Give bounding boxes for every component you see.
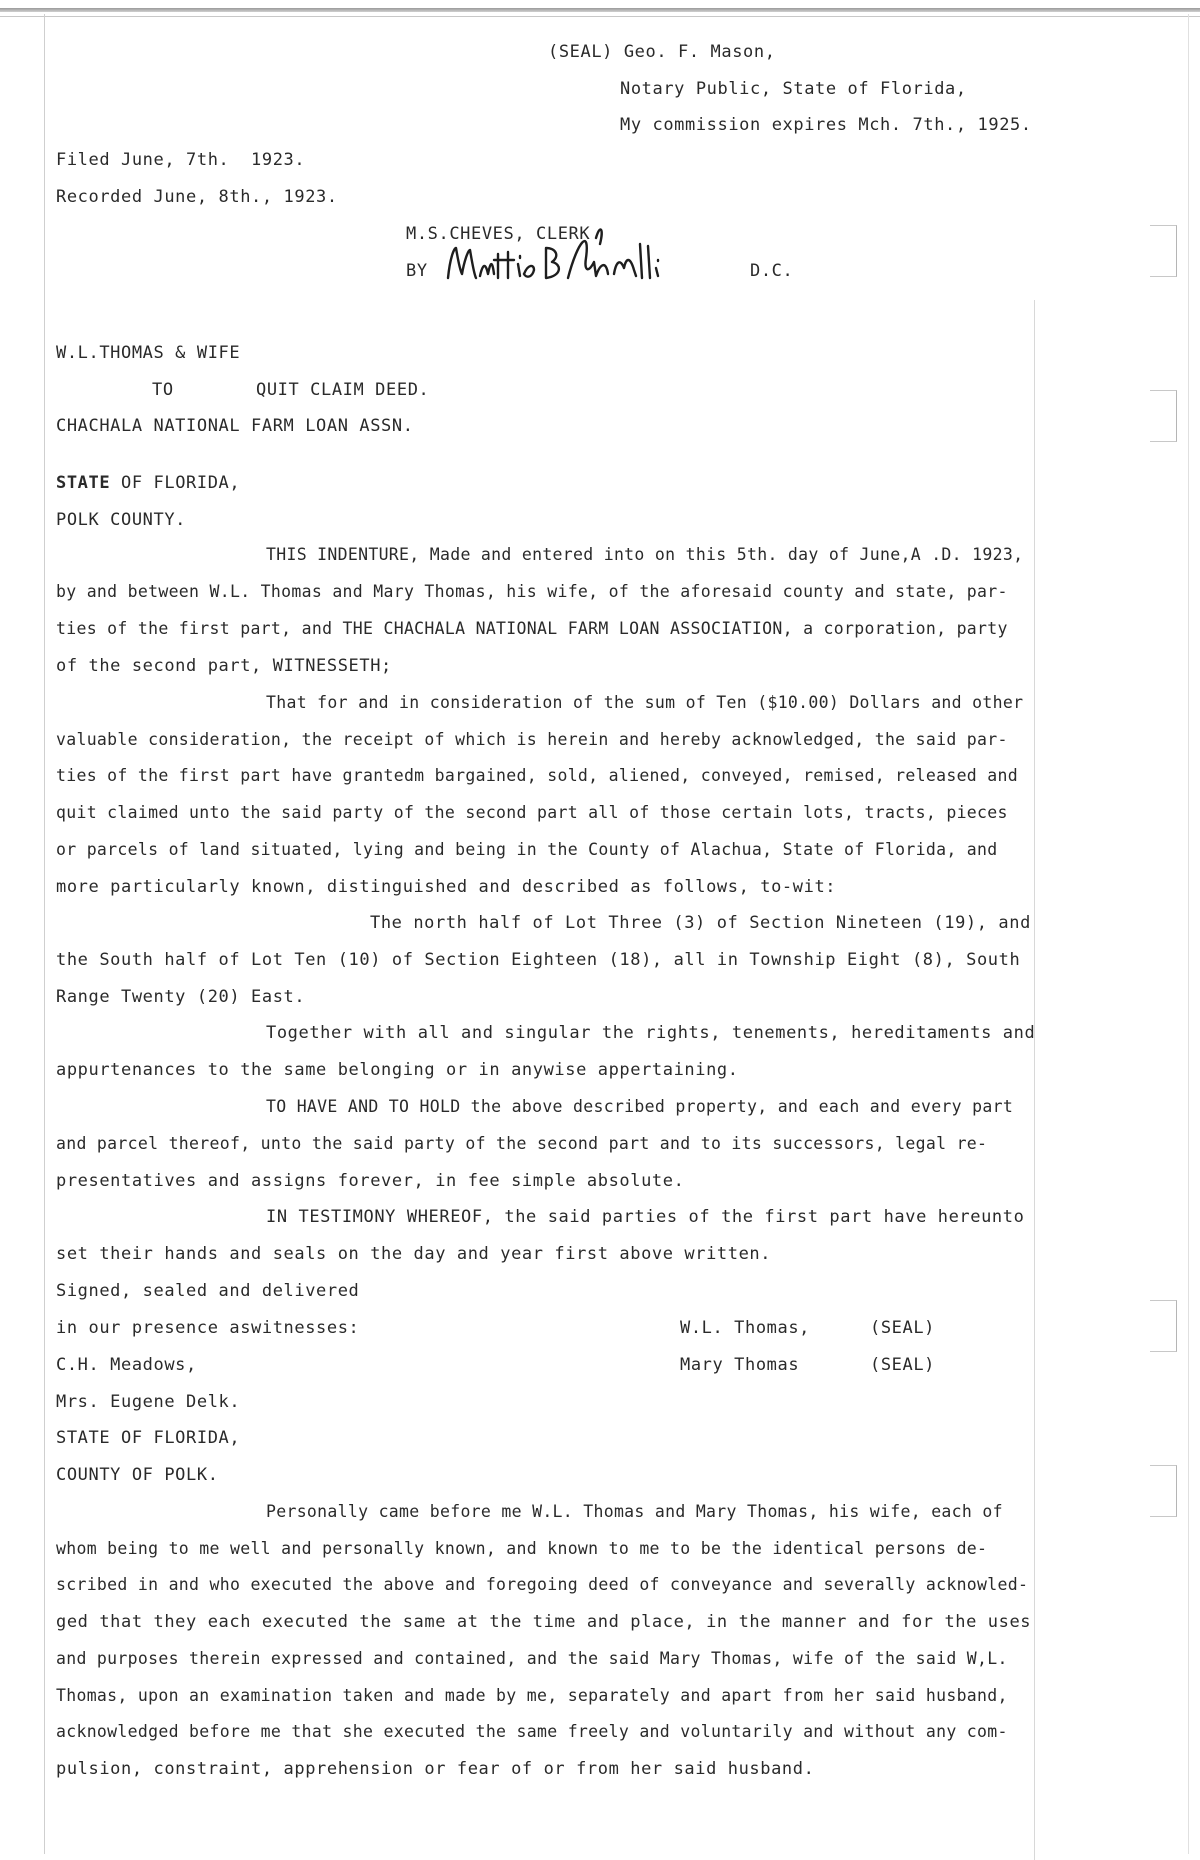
ack-line: acknowledged before me that she executed the same freely and voluntarily and without any com- — [56, 1722, 1008, 1741]
witness-2: Mrs. Eugene Delk. — [56, 1392, 241, 1412]
property-description-line: Range Twenty (20) East. — [56, 987, 306, 1007]
signature-stroke — [568, 241, 608, 278]
body-line: more particularly known, distinguished and described as follows, to-wit: — [56, 877, 837, 897]
signature-stroke — [480, 264, 494, 276]
page-right-edge — [1188, 14, 1189, 1854]
clerk-name: M.S.CHEVES, CLERK — [406, 224, 591, 244]
property-description-line: The north half of Lot Three (3) of Section Nineteen (19), and — [370, 913, 1031, 933]
signer-1-seal: (SEAL) — [870, 1318, 936, 1338]
venue-state-rest: OF FLORIDA, — [110, 473, 241, 493]
body-line: valuable consideration, the receipt of which is herein and hereby acknowledged, the said par- — [56, 730, 1008, 749]
property-description-line: the South half of Lot Ten (10) of Section Eighteen (18), all in Township Eight (8), South — [56, 950, 1021, 970]
ack-line: and purposes therein expressed and contained, and the said Mary Thomas, wife of the said W,L. — [56, 1649, 1008, 1668]
body-line: quit claimed unto the said party of the second part all of those certain lots, tracts, pieces — [56, 803, 1008, 822]
venue-state — [56, 473, 240, 493]
clerk-signature-text — [420, 250, 430, 251]
habendum-line: TO HAVE AND TO HOLD the above described property, and each and every part — [266, 1097, 1014, 1116]
binder-hole-mark — [1150, 1465, 1177, 1517]
witnesses-presence-line: in our presence aswitnesses: — [56, 1318, 360, 1338]
binder-hole-mark — [1150, 1300, 1177, 1352]
habendum-line: presentatives and assigns forever, in fee simple absolute. — [56, 1171, 685, 1191]
signature-stroke — [494, 252, 514, 278]
signer-1: W.L. Thomas, — [680, 1318, 811, 1338]
witness-1: C.H. Meadows, — [56, 1355, 197, 1375]
binder-hole-mark — [1150, 390, 1177, 442]
deed-type: QUIT CLAIM DEED. — [256, 380, 430, 400]
grantor-caption: W.L.THOMAS & WIFE — [56, 343, 241, 363]
ack-county: COUNTY OF POLK. — [56, 1465, 219, 1485]
body-line: That for and in consideration of the sum of Ten ($10.00) Dollars and other — [266, 693, 1024, 712]
testimonium-line: set their hands and seals on the day and year first above written. — [56, 1244, 772, 1264]
notary-seal-line: (SEAL) Geo. F. Mason, — [548, 42, 776, 62]
right-margin-line — [1034, 300, 1035, 1860]
clerk-signature — [428, 218, 688, 298]
grantee-caption: CHACHALA NATIONAL FARM LOAN ASSN. — [56, 416, 414, 436]
ack-state: STATE OF FLORIDA, — [56, 1428, 241, 1448]
body-line: by and between W.L. Thomas and Mary Thomas, his wife, of the aforesaid county and state, par- — [56, 582, 1008, 601]
signer-2: Mary Thomas — [680, 1355, 800, 1375]
signature-stroke — [640, 244, 658, 278]
deputy-clerk-label: D.C. — [750, 261, 794, 281]
signature-stroke — [596, 229, 602, 244]
signer-2-seal: (SEAL) — [870, 1355, 936, 1375]
body-line: appurtenances to the same belonging or in anywise appertaining. — [56, 1060, 739, 1080]
ack-line: scribed in and who executed the above and foregoing deed of conveyance and severally acknowled- — [56, 1575, 1029, 1594]
signature-stroke — [524, 266, 534, 277]
notary-commission-line: My commission expires Mch. 7th., 1925. — [620, 115, 1032, 135]
top-border-rule — [0, 8, 1200, 12]
signature-stroke — [518, 256, 520, 276]
habendum-line: and parcel thereof, unto the said party of the second part and to its successors, legal re- — [56, 1134, 988, 1153]
body-line: of the second part, WITNESSETH; — [56, 656, 392, 676]
venue-county: POLK COUNTY. — [56, 510, 187, 530]
signature-stroke — [614, 260, 636, 276]
clerk-by-label: BY — [406, 261, 428, 281]
body-line: THIS INDENTURE, Made and entered into on this 5th. day of June,A .D. 1923, — [266, 545, 1024, 564]
signed-sealed-line: Signed, sealed and delivered — [56, 1281, 360, 1301]
ack-line: ged that they each executed the same at the time and place, in the manner and for the uses — [56, 1612, 1032, 1632]
notary-title-line: Notary Public, State of Florida, — [620, 79, 967, 99]
ack-line: Personally came before me W.L. Thomas and Mary Thomas, his wife, each of — [266, 1502, 1003, 1521]
left-margin-line — [44, 14, 45, 1854]
venue-state-bold: STATE — [56, 473, 111, 493]
to-label: TO — [152, 380, 174, 400]
body-line: Together with all and singular the rights, tenements, hereditaments and — [266, 1023, 1036, 1043]
signature-stroke — [546, 248, 559, 278]
body-line: ties of the first part have grantedm bargained, sold, aliened, conveyed, remised, released and — [56, 766, 1018, 785]
recorded-date: Recorded June, 8th., 1923. — [56, 187, 338, 207]
filed-date: Filed June, 7th. 1923. — [56, 150, 306, 170]
ack-line: Thomas, upon an examination taken and made by me, separately and apart from her said husband, — [56, 1686, 1008, 1705]
binder-hole-mark — [1150, 225, 1177, 277]
top-border-rule-thin — [0, 16, 1200, 17]
ack-line: whom being to me well and personally known, and known to me to be the identical persons de- — [56, 1539, 988, 1558]
ack-line: pulsion, constraint, apprehension or fear of or from her said husband. — [56, 1759, 815, 1779]
testimonium-line: IN TESTIMONY WHEREOF, the said parties of the first part have hereunto — [266, 1207, 1025, 1227]
body-line: or parcels of land situated, lying and being in the County of Alachua, State of Florida, and — [56, 840, 998, 859]
body-line: ties of the first part, and THE CHACHALA NATIONAL FARM LOAN ASSOCIATION, a corporation, party — [56, 619, 1008, 638]
signature-stroke — [448, 248, 476, 278]
